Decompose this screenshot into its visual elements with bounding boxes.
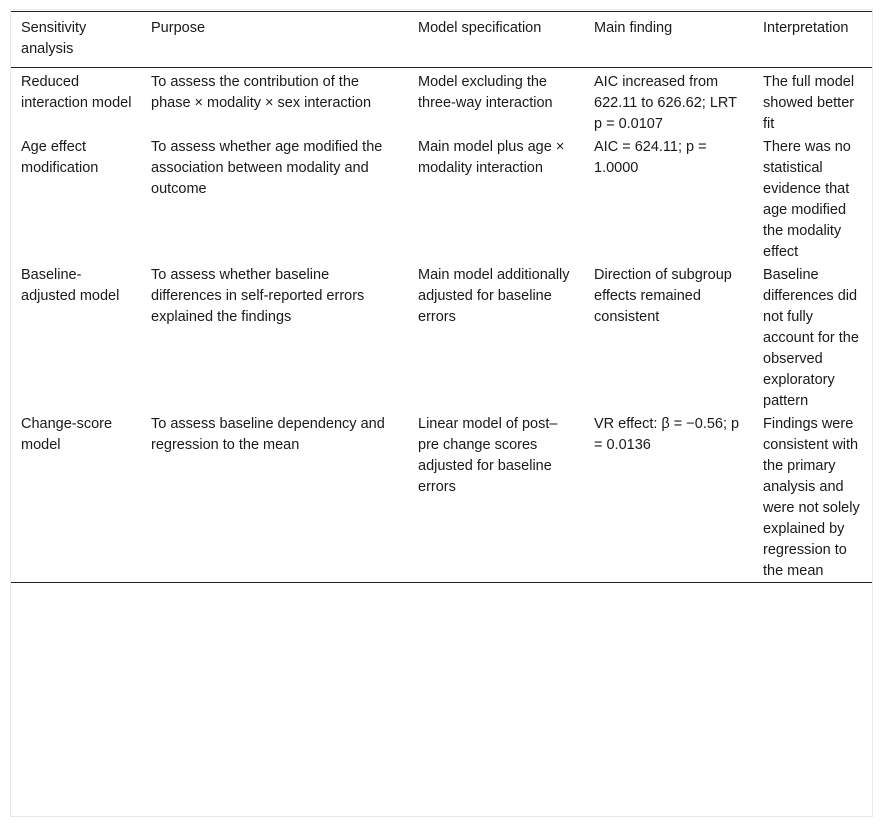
cell-analysis: Baseline-adjusted model	[21, 267, 120, 304]
header-model-specification: Model specification	[418, 20, 542, 36]
cell-analysis: Age effect modification	[21, 139, 99, 176]
cell-finding: AIC increased from 622.11 to 626.62; LRT p = 0.0107	[594, 74, 737, 132]
cell-finding: VR effect: β = −0.56; p = 0.0136	[594, 416, 740, 453]
cell-finding: AIC = 624.11; p = 1.0000	[594, 139, 707, 176]
cell-interpretation: The full model showed better fit	[763, 74, 855, 132]
cell-specification: Model excluding the three-way interaction	[418, 74, 553, 111]
cell-specification: Main model plus age × modality interaction	[418, 139, 565, 176]
cell-analysis: Reduced interaction model	[21, 74, 132, 111]
header-purpose: Purpose	[151, 20, 206, 36]
table-row	[11, 68, 872, 136]
sensitivity-analysis-table	[11, 11, 872, 583]
table-row	[11, 412, 872, 583]
cell-specification: Linear model of post–pre change scores adjusted for baseline errors	[418, 416, 558, 495]
cell-purpose: To assess the contribution of the phase × modality × sex interaction	[151, 74, 372, 111]
cell-specification: Main model additionally adjusted for baseline errors	[418, 267, 570, 325]
cell-analysis: Change-score model	[21, 416, 113, 453]
header-sensitivity-analysis: Sensitivity analysis	[21, 20, 87, 57]
cell-purpose: To assess whether baseline differences in self-reported errors explained the findings	[151, 267, 365, 325]
cell-finding: Direction of subgroup effects remained consistent	[594, 267, 732, 325]
table-row	[11, 135, 872, 263]
cell-purpose: To assess baseline dependency and regression to the mean	[151, 416, 385, 453]
header-main-finding: Main finding	[594, 20, 673, 36]
cell-interpretation: Baseline differences did not fully account for the observed exploratory pattern	[763, 267, 859, 409]
cell-interpretation: Findings were consistent with the primary analysis and were not solely explained by regression to the mean	[763, 416, 860, 579]
cell-purpose: To assess whether age modified the association between modality and outcome	[151, 139, 383, 197]
table-header-row	[11, 12, 872, 68]
cell-interpretation: There was no statistical evidence that age modified the modality effect	[763, 139, 851, 260]
table-row	[11, 263, 872, 412]
header-interpretation: Interpretation	[763, 20, 849, 36]
